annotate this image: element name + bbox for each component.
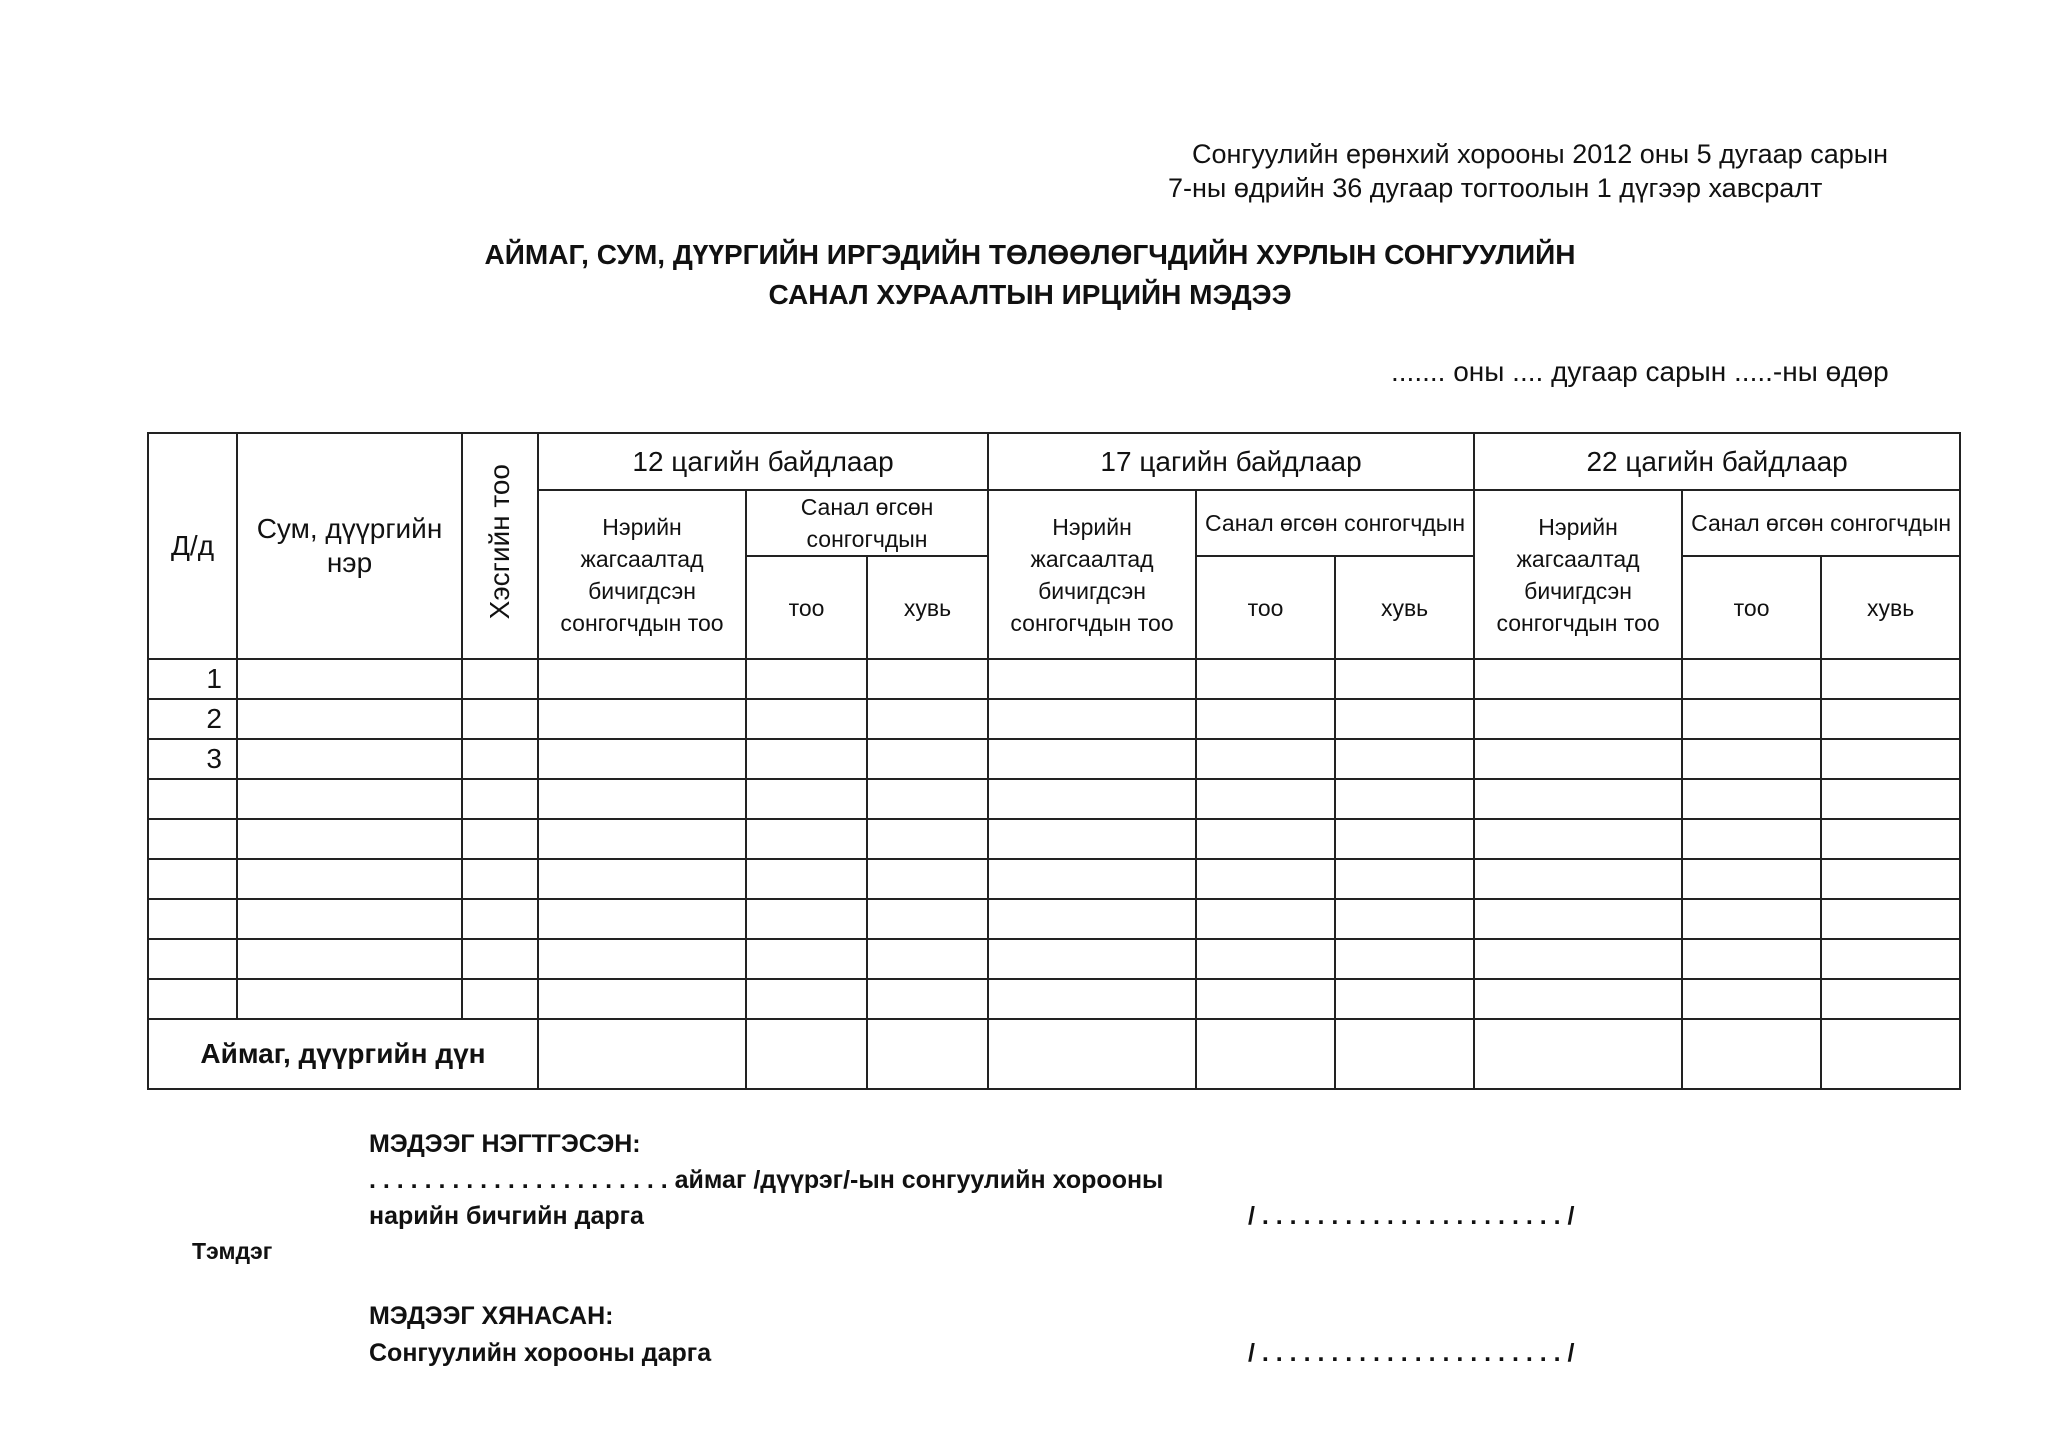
table-cell[interactable] — [1335, 939, 1474, 979]
table-cell[interactable] — [1682, 699, 1821, 739]
header-registered-22: Нэрийн жагсаалтад бичигдсэн сонгогчдын тоо — [1474, 490, 1682, 659]
table-cell[interactable] — [462, 859, 538, 899]
checked-role: Сонгуулийн хорооны дарга — [369, 1339, 712, 1367]
turnout-table — [147, 432, 1961, 1090]
table-row — [148, 659, 1960, 699]
table-cell[interactable] — [237, 979, 462, 1019]
table-cell[interactable] — [746, 899, 867, 939]
table-cell[interactable] — [1196, 699, 1335, 739]
table-cell[interactable] — [1196, 1019, 1335, 1089]
table-cell[interactable] — [988, 939, 1196, 979]
table-cell[interactable] — [1335, 699, 1474, 739]
row-number — [148, 899, 237, 939]
table-cell[interactable] — [462, 739, 538, 779]
table-cell[interactable] — [867, 819, 988, 859]
header-group-17: 17 цагийн байдлаар — [988, 433, 1474, 490]
table-cell[interactable] — [462, 699, 538, 739]
table-cell[interactable] — [746, 939, 867, 979]
document-title-line-2: САНАЛ ХУРААЛТЫН ИРЦИЙН МЭДЭЭ — [768, 279, 1292, 310]
table-cell[interactable] — [1196, 939, 1335, 979]
table-cell[interactable] — [746, 819, 867, 859]
table-cell[interactable] — [1474, 859, 1682, 899]
table-cell[interactable] — [1196, 979, 1335, 1019]
table-total-row — [148, 1019, 1960, 1089]
table-cell[interactable] — [1682, 1019, 1821, 1089]
table-cell[interactable] — [1474, 779, 1682, 819]
table-row — [148, 779, 1960, 819]
table-cell[interactable] — [1821, 1019, 1960, 1089]
header-percent-17: хувь — [1335, 556, 1474, 659]
compiled-heading: МЭДЭЭГ НЭГТГЭСЭН: — [369, 1130, 641, 1158]
table-cell[interactable] — [538, 1019, 746, 1089]
compiled-signature-blank: / . . . . . . . . . . . . . . . . . . . . . . / — [1248, 1202, 1575, 1230]
table-cell[interactable] — [867, 659, 988, 699]
table-cell[interactable] — [1196, 779, 1335, 819]
table-cell[interactable] — [1682, 939, 1821, 979]
checked-heading: МЭДЭЭГ ХЯНАСАН: — [369, 1302, 614, 1330]
table-row — [148, 699, 1960, 739]
table-cell[interactable] — [988, 819, 1196, 859]
annex-line-2: 7-ны өдрийн 36 дугаар тогтоолын 1 дүгээр хавсралт — [1168, 173, 1823, 203]
header-voted-17: Санал өгсөн сонгогчдын — [1196, 490, 1474, 556]
row-number — [148, 779, 237, 819]
table-cell[interactable] — [538, 819, 746, 859]
table-cell[interactable] — [1196, 739, 1335, 779]
header-number: Д/д — [148, 433, 237, 659]
table-cell[interactable] — [1682, 779, 1821, 819]
table-row — [148, 819, 1960, 859]
table-cell[interactable] — [538, 899, 746, 939]
table-cell[interactable] — [746, 979, 867, 1019]
table-cell[interactable] — [237, 739, 462, 779]
table-row — [148, 939, 1960, 979]
table-cell[interactable] — [237, 939, 462, 979]
table-cell[interactable] — [1821, 739, 1960, 779]
table-cell[interactable] — [1474, 659, 1682, 699]
table-cell[interactable] — [1335, 1019, 1474, 1089]
table-cell[interactable] — [1821, 819, 1960, 859]
table-cell[interactable] — [988, 979, 1196, 1019]
table-cell[interactable] — [462, 939, 538, 979]
table-cell[interactable] — [1682, 899, 1821, 939]
table-cell[interactable] — [237, 819, 462, 859]
table-cell[interactable] — [462, 659, 538, 699]
table-row — [148, 859, 1960, 899]
table-cell[interactable] — [1335, 659, 1474, 699]
header-registered-17: Нэрийн жагсаалтад бичигдсэн сонгогчдын тоо — [988, 490, 1196, 659]
header-sections-label: Хэсгийн тоо — [484, 464, 515, 620]
header-count-22: тоо — [1682, 556, 1821, 659]
header-voted-12: Санал өгсөн сонгогчдын — [746, 490, 988, 556]
header-group-22: 22 цагийн байдлаар — [1474, 433, 1960, 490]
table-cell[interactable] — [867, 779, 988, 819]
table-cell[interactable] — [538, 779, 746, 819]
report-date-line: ....... оны .... дугаар сарын .....-ны өдөр — [1391, 356, 1889, 387]
table-cell[interactable] — [538, 979, 746, 1019]
table-cell[interactable] — [867, 899, 988, 939]
table-cell[interactable] — [538, 739, 746, 779]
table-cell[interactable] — [867, 859, 988, 899]
table-cell[interactable] — [1474, 819, 1682, 859]
table-cell[interactable] — [538, 939, 746, 979]
header-percent-12: хувь — [867, 556, 988, 659]
stamp-label: Тэмдэг — [192, 1238, 273, 1264]
table-cell[interactable] — [237, 659, 462, 699]
table-cell[interactable] — [1821, 659, 1960, 699]
table-cell[interactable] — [1821, 899, 1960, 939]
table-cell[interactable] — [1335, 859, 1474, 899]
table-cell[interactable] — [746, 779, 867, 819]
table-cell[interactable] — [237, 899, 462, 939]
table-cell[interactable] — [462, 979, 538, 1019]
table-cell[interactable] — [746, 1019, 867, 1089]
table-cell[interactable] — [988, 779, 1196, 819]
table-cell[interactable] — [988, 1019, 1196, 1089]
table-cell[interactable] — [237, 779, 462, 819]
total-label: Аймаг, дүүргийн дүн — [148, 1019, 538, 1089]
table-cell[interactable] — [1196, 659, 1335, 699]
table-cell[interactable] — [867, 939, 988, 979]
table-cell[interactable] — [1682, 979, 1821, 1019]
table-cell[interactable] — [1196, 819, 1335, 859]
table-cell[interactable] — [746, 659, 867, 699]
row-number — [148, 819, 237, 859]
table-cell[interactable] — [746, 739, 867, 779]
table-cell[interactable] — [462, 819, 538, 859]
table-cell[interactable] — [1335, 899, 1474, 939]
table-cell[interactable] — [1474, 1019, 1682, 1089]
table-cell[interactable] — [237, 699, 462, 739]
table-cell[interactable] — [746, 699, 867, 739]
table-cell[interactable] — [988, 739, 1196, 779]
header-group-12: 12 цагийн байдлаар — [538, 433, 988, 490]
table-cell[interactable] — [1682, 739, 1821, 779]
table-cell[interactable] — [538, 659, 746, 699]
table-row — [148, 899, 1960, 939]
header-voted-22: Санал өгсөн сонгогчдын — [1682, 490, 1960, 556]
row-number — [148, 859, 237, 899]
table-cell[interactable] — [538, 699, 746, 739]
document-title-line-1: АЙМАГ, СУМ, ДҮҮРГИЙН ИРГЭДИЙН ТӨЛӨӨЛӨГЧДИЙН ХУРЛЫН СОНГУУЛИЙН — [484, 239, 1576, 270]
table-cell[interactable] — [988, 699, 1196, 739]
table-cell[interactable] — [1821, 699, 1960, 739]
table-cell[interactable] — [538, 859, 746, 899]
header-count-17: тоо — [1196, 556, 1335, 659]
table-cell[interactable] — [988, 899, 1196, 939]
table-cell[interactable] — [1335, 779, 1474, 819]
table-cell[interactable] — [988, 659, 1196, 699]
table-cell[interactable] — [1682, 659, 1821, 699]
table-cell[interactable] — [1682, 819, 1821, 859]
table-cell[interactable] — [1335, 739, 1474, 779]
annex-line-1: Сонгуулийн ерөнхий хорооны 2012 оны 5 дугаар сарын — [1192, 139, 1889, 169]
table-cell[interactable] — [1821, 979, 1960, 1019]
table-row — [148, 979, 1960, 1019]
row-number: 1 — [148, 659, 237, 699]
table-body — [148, 659, 1960, 1019]
table-cell[interactable] — [867, 1019, 988, 1089]
compiled-committee-line: . . . . . . . . . . . . . . . . . . . . . . аймаг /дүүрэг/-ын сонгуулийн хорооны — [369, 1166, 1164, 1194]
table-cell[interactable] — [462, 899, 538, 939]
header-sections-count — [462, 433, 538, 659]
table-cell[interactable] — [1821, 939, 1960, 979]
table-cell[interactable] — [1474, 939, 1682, 979]
header-registered-12: Нэрийн жагсаалтад бичигдсэн сонгогчдын тоо — [538, 490, 746, 659]
table-row — [148, 739, 1960, 779]
compiled-role: нарийн бичгийн дарга — [369, 1202, 644, 1230]
table-cell[interactable] — [867, 699, 988, 739]
table-cell[interactable] — [237, 859, 462, 899]
row-number: 3 — [148, 739, 237, 779]
header-count-12: тоо — [746, 556, 867, 659]
table-cell[interactable] — [746, 859, 867, 899]
table-cell[interactable] — [1335, 979, 1474, 1019]
header-percent-22: хувь — [1821, 556, 1960, 659]
row-number: 2 — [148, 699, 237, 739]
table-cell[interactable] — [1474, 699, 1682, 739]
table-cell[interactable] — [1682, 859, 1821, 899]
table-cell[interactable] — [867, 979, 988, 1019]
table-cell[interactable] — [867, 739, 988, 779]
table-cell[interactable] — [462, 779, 538, 819]
table-cell[interactable] — [1821, 779, 1960, 819]
table-cell[interactable] — [1474, 979, 1682, 1019]
table-cell[interactable] — [1335, 819, 1474, 859]
table-cell[interactable] — [1474, 739, 1682, 779]
table-cell[interactable] — [988, 859, 1196, 899]
table-cell[interactable] — [1196, 859, 1335, 899]
table-cell[interactable] — [1474, 899, 1682, 939]
header-district-name: Сум, дүүргийн нэр — [237, 433, 462, 659]
table-cell[interactable] — [1821, 859, 1960, 899]
checked-signature-blank: / . . . . . . . . . . . . . . . . . . . . . . / — [1248, 1339, 1575, 1367]
table-cell[interactable] — [1196, 899, 1335, 939]
row-number — [148, 939, 237, 979]
row-number — [148, 979, 237, 1019]
